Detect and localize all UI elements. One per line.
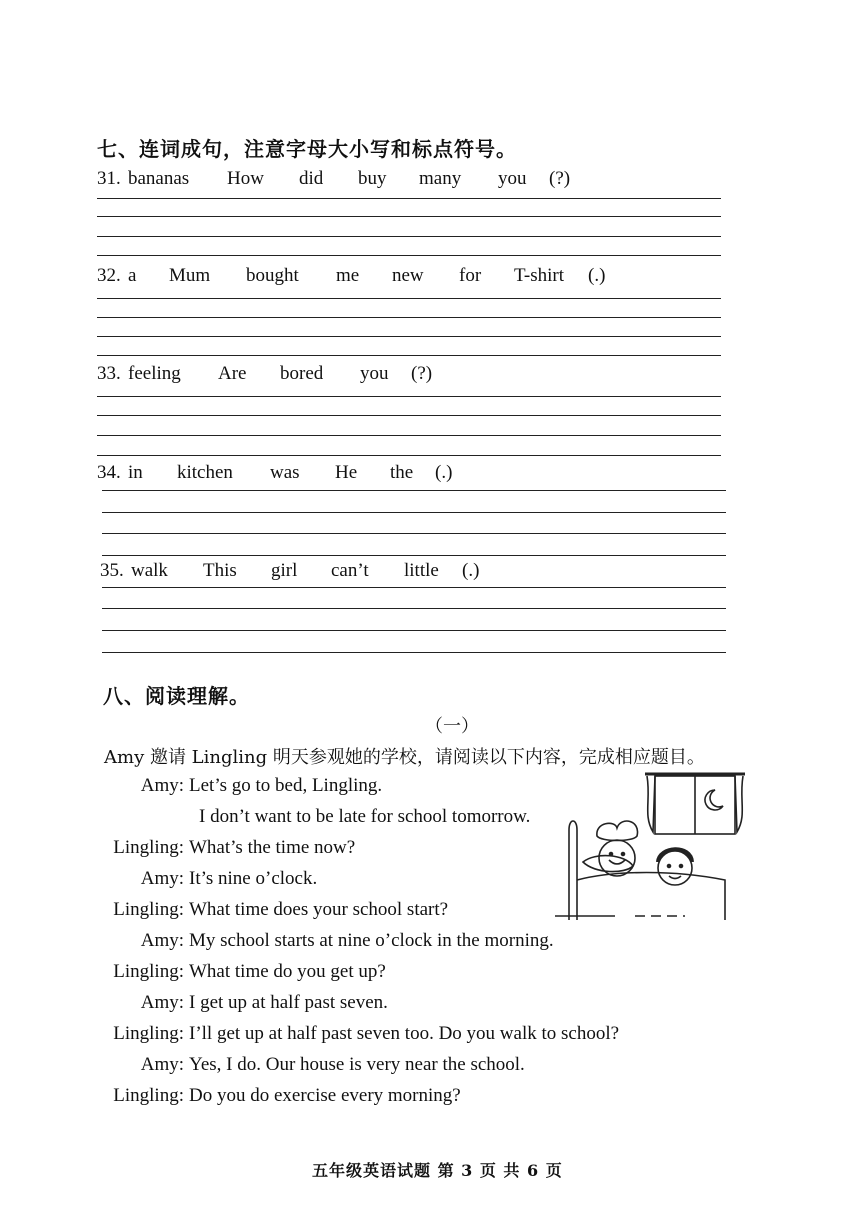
word-tile: you	[498, 168, 527, 189]
answer-line	[102, 608, 726, 609]
word-tile: Mum	[169, 265, 211, 286]
question-number: 33.	[97, 363, 121, 384]
dialogue-line: What’s the time now?	[189, 837, 356, 858]
word-tile: me	[336, 265, 360, 286]
question-number: 35.	[100, 560, 124, 581]
dialogue-line: It’s nine o’clock.	[189, 868, 318, 889]
speaker-label: Amy:	[140, 1054, 184, 1075]
word-tile: bought	[246, 265, 299, 286]
answer-line	[102, 533, 726, 534]
word-tile: the	[390, 462, 414, 483]
dialogue-line: What time do you get up?	[189, 961, 386, 982]
dialogue-line: Yes, I do. Our house is very near the school.	[189, 1054, 525, 1075]
speaker-label: Lingling:	[113, 1023, 184, 1044]
speaker-label: Lingling:	[113, 837, 184, 858]
reading-intro: Amy 邀请 Lingling 明天参观她的学校，请阅读以下内容，完成相应题目。	[104, 747, 705, 768]
page-footer: 五年级英语试题 第 3 页 共 6 页	[312, 1161, 563, 1180]
dialogue-line: I get up at half past seven.	[189, 992, 388, 1013]
word-tile: did	[299, 168, 324, 189]
word-tile: T-shirt	[514, 265, 564, 286]
answer-line	[97, 415, 721, 416]
answer-line	[102, 490, 726, 491]
word-tile: bored	[280, 363, 324, 384]
part-label: （一）	[425, 716, 479, 737]
section-8-title: 八、阅读理解。	[103, 684, 250, 708]
speaker-label: Lingling:	[113, 1085, 184, 1106]
speaker-label: Lingling:	[113, 899, 184, 920]
section-7-title: 七、连词成句，注意字母大小写和标点符号。	[97, 137, 517, 161]
dialogue-line: My school starts at nine o’clock in the morning.	[189, 930, 554, 951]
word-tile: walk	[131, 560, 168, 581]
word-tile: you	[360, 363, 389, 384]
word-tile: He	[335, 462, 358, 483]
question-33	[97, 363, 737, 389]
word-tile: little	[404, 560, 439, 581]
answer-line	[97, 336, 721, 337]
speaker-label: Amy:	[140, 868, 184, 889]
word-tile: many	[419, 168, 462, 189]
answer-line	[97, 396, 721, 397]
word-tile: for	[459, 265, 482, 286]
answer-line	[97, 317, 721, 318]
answer-line	[97, 435, 721, 436]
answer-line	[97, 298, 721, 299]
bedtime-illustration	[555, 770, 765, 920]
question-number: 32.	[97, 265, 121, 286]
answer-line	[97, 255, 721, 256]
answer-line	[97, 198, 721, 199]
dialogue-line: Do you do exercise every morning?	[189, 1085, 461, 1106]
word-tile: can’t	[331, 560, 369, 581]
dialogue-line: I don’t want to be late for school tomorrow.	[199, 806, 531, 827]
word-tile: kitchen	[177, 462, 233, 483]
question-32	[97, 265, 737, 291]
answer-line	[102, 587, 726, 588]
answer-line	[97, 216, 721, 217]
answer-line	[102, 652, 726, 653]
answer-line	[97, 236, 721, 237]
dialogue-line: Let’s go to bed, Lingling.	[189, 775, 383, 796]
speaker-label: Amy:	[140, 775, 184, 796]
word-tile: Are	[218, 363, 247, 384]
word-tile: girl	[271, 560, 298, 581]
word-tile: new	[392, 265, 424, 286]
question-34	[97, 462, 737, 488]
word-tile: feeling	[128, 363, 181, 384]
word-tile: This	[203, 560, 237, 581]
word-tile: bananas	[128, 168, 190, 189]
dialogue-line: What time does your school start?	[189, 899, 449, 920]
speaker-label: Amy:	[140, 930, 184, 951]
word-tile: in	[128, 462, 143, 483]
word-tile: a	[128, 265, 137, 286]
answer-line	[102, 512, 726, 513]
speaker-label: Lingling:	[113, 961, 184, 982]
answer-line	[97, 455, 721, 456]
answer-line	[102, 630, 726, 631]
word-tile: (.)	[462, 560, 480, 581]
word-tile: (.)	[435, 462, 453, 483]
question-31	[97, 168, 737, 194]
question-number: 34.	[97, 462, 121, 483]
word-tile: (?)	[411, 363, 433, 384]
word-tile: (.)	[588, 265, 606, 286]
word-tile: was	[270, 462, 300, 483]
word-tile: (?)	[549, 168, 571, 189]
answer-line	[102, 555, 726, 556]
word-tile: How	[227, 168, 264, 189]
answer-line	[97, 355, 721, 356]
dialogue-line: I’ll get up at half past seven too. Do you walk to school?	[189, 1023, 620, 1044]
question-35	[100, 560, 740, 586]
question-number: 31.	[97, 168, 121, 189]
speaker-label: Amy:	[140, 992, 184, 1013]
word-tile: buy	[358, 168, 387, 189]
